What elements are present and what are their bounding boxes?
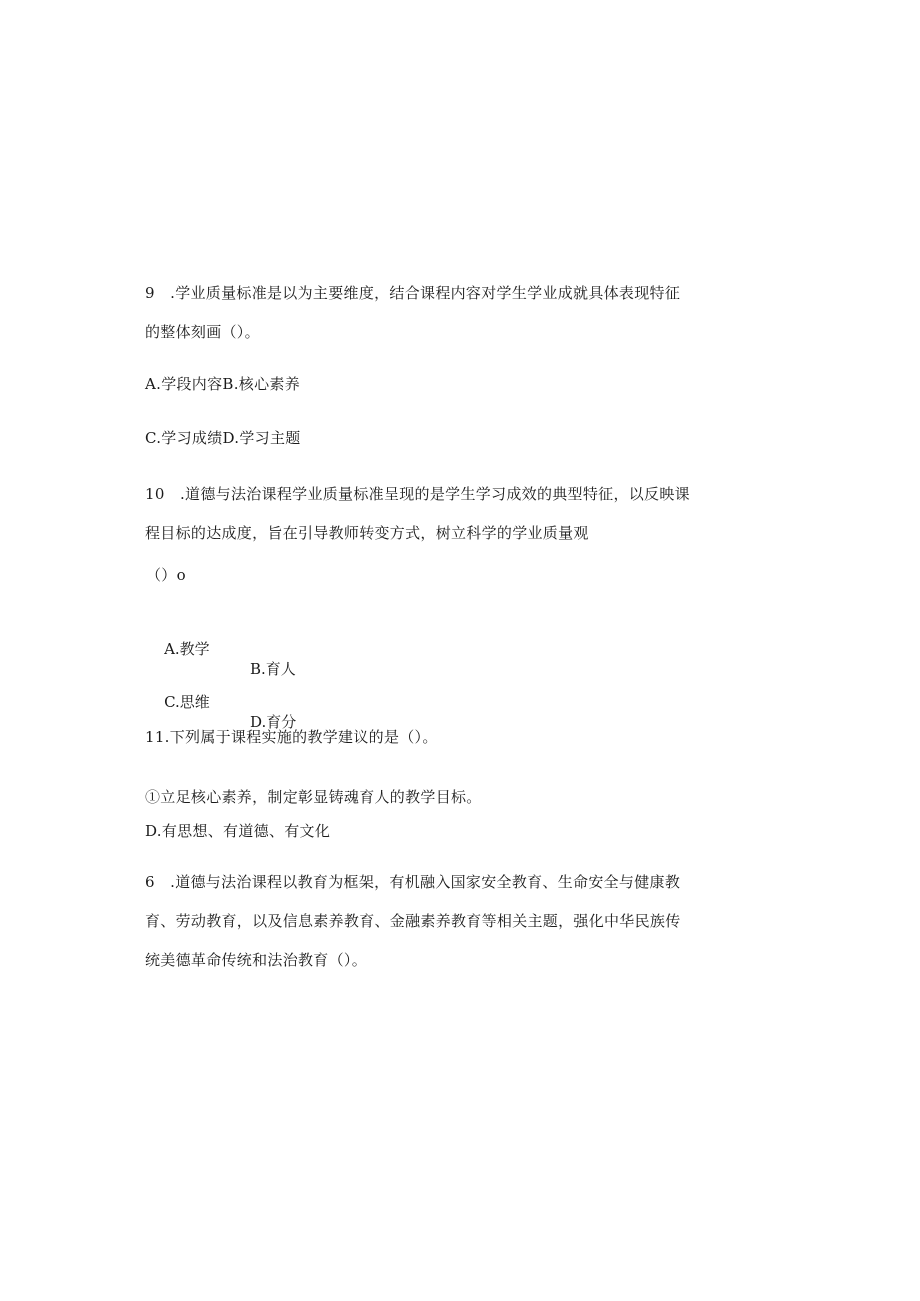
question-11-line-1: 11.下列属于课程实施的教学建议的是（）。: [145, 728, 438, 746]
question-9-line-1: 9 .学业质量标准是以为主要维度，结合课程内容对学生学业成就具体表现特征: [145, 284, 681, 302]
question-6-line-1: 6 .道德与法治课程以教育为框架，有机融入国家安全教育、生命安全与健康教: [145, 873, 681, 891]
question-6-line-3: 统美德革命传统和法治教育（）。: [145, 951, 368, 969]
option-b: B.育人: [250, 660, 296, 678]
question-11-item-1: ①立足核心素养，制定彰显铸魂育人的教学目标。: [145, 788, 482, 806]
question-10-line-1: 10 .道德与法治课程学业质量标准呈现的是学生学习成效的典型特征，以反映课: [145, 485, 690, 503]
question-11-option-d: D.有思想、有道德、有文化: [145, 822, 331, 840]
question-9-options-ab: A.学段内容B.核心素养: [145, 375, 300, 393]
option-a: A.教学: [164, 640, 210, 658]
option-c: C.思维: [164, 693, 210, 711]
question-10-line-3: （）o: [146, 566, 186, 584]
question-9-options-cd: C.学习成绩D.学习主题: [145, 429, 301, 447]
question-9-line-2: 的整体刻画（）。: [145, 323, 260, 341]
question-6-line-2: 育、劳动教育，以及信息素养教育、金融素养教育等相关主题，强化中华民族传: [145, 912, 681, 930]
question-10-line-2: 程目标的达成度，旨在引导教师转变方式，树立科学的学业质量观: [145, 524, 589, 542]
option-d: D.育分: [250, 713, 297, 731]
